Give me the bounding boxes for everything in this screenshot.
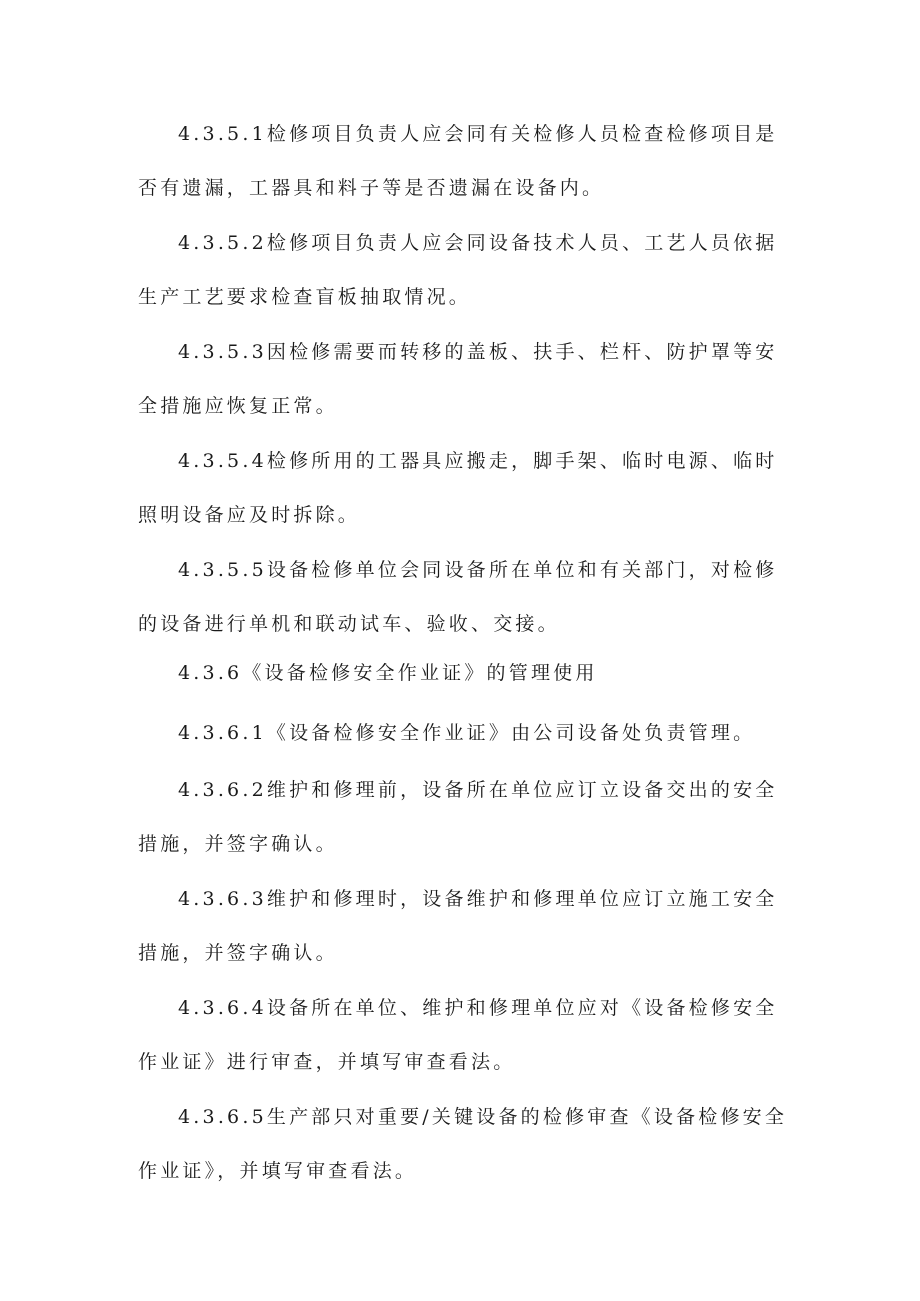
paragraph-4-3-6-4: 4.3.6.4设备所在单位、维护和修理单位应对《设备检修安全作业证》进行审查，并填写审查看法。 <box>138 997 778 1073</box>
paragraph-4-3-5-2: 4.3.5.2检修项目负责人应会同设备技术人员、工艺人员依据生产工艺要求检查盲板抽取情况。 <box>138 232 778 308</box>
paragraph-4-3-5-4: 4.3.5.4检修所用的工器具应搬走，脚手架、临时电源、临时照明设备应及时拆除。 <box>138 450 778 526</box>
section-heading-4-3-6: 4.3.6《设备检修安全作业证》的管理使用 <box>178 662 598 684</box>
paragraph-4-3-5-5: 4.3.5.5设备检修单位会同设备所在单位和有关部门，对检修的设备进行单机和联动试车、验收、交接。 <box>138 559 778 635</box>
paragraph-4-3-6-3: 4.3.6.3维护和修理时，设备维护和修理单位应订立施工安全措施，并签字确认。 <box>138 888 778 964</box>
paragraph-4-3-5-3: 4.3.5.3因检修需要而转移的盖板、扶手、栏杆、防护罩等安全措施应恢复正常。 <box>138 341 778 417</box>
paragraph-4-3-6-1: 4.3.6.1《设备检修安全作业证》由公司设备处负责管理。 <box>178 722 756 744</box>
paragraph-4-3-6-2: 4.3.6.2维护和修理前，设备所在单位应订立设备交出的安全措施，并签字确认。 <box>138 779 778 855</box>
paragraph-4-3-5-1: 4.3.5.1检修项目负责人应会同有关检修人员检查检修项目是否有遗漏，工器具和料子等是否遗漏在设备内。 <box>138 123 778 199</box>
paragraph-4-3-6-5: 4.3.6.5生产部只对重要/关键设备的检修审查《设备检修安全作业证》，并填写审查看法。 <box>138 1106 788 1182</box>
